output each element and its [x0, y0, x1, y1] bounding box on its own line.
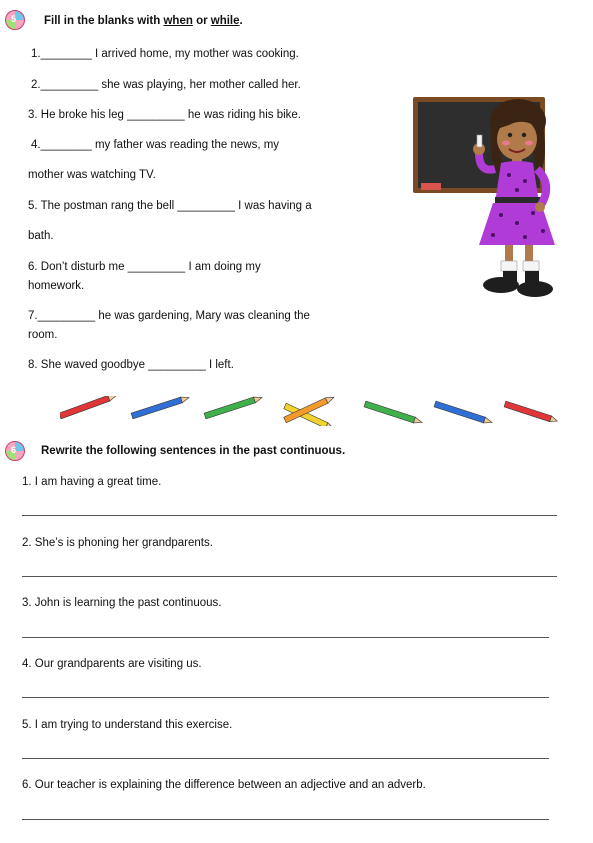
blank: _________ — [40, 79, 99, 91]
title-or: or — [192, 15, 211, 27]
item-text: my father was reading the news, my — [91, 139, 280, 151]
item-4 — [31, 139, 279, 151]
item-text-pre: 8. She waved goodbye — [28, 359, 149, 371]
item-6 — [28, 261, 261, 273]
title-prefix: Fill in the blanks with — [44, 15, 164, 27]
item-text: she was playing, her mother called her. — [98, 79, 301, 91]
blank: _________ — [148, 359, 206, 371]
answer-line-1[interactable] — [22, 515, 557, 516]
item-text: I was having a — [234, 200, 312, 212]
item-4-continued: mother was watching TV. — [28, 169, 156, 181]
item-text-pre: 6. Don’t disturb me — [28, 261, 128, 273]
blank: ________ — [40, 139, 92, 151]
item-number: 2. — [31, 79, 41, 91]
question-6: 6. Our teacher is explaining the difference between an adjective and an adverb. — [22, 779, 426, 791]
item-text: I left. — [205, 359, 234, 371]
question-3: 3. John is learning the past continuous. — [22, 597, 222, 609]
section-5-title — [44, 15, 243, 27]
item-2 — [31, 79, 301, 91]
item-5-continued: bath. — [28, 230, 54, 242]
question-4: 4. Our grandparents are visiting us. — [22, 658, 202, 670]
section-6-title: Rewrite the following sentences in the past continuous. — [41, 445, 346, 457]
answer-line-4[interactable] — [22, 697, 549, 698]
item-text: he was gardening, Mary was cleaning the — [95, 310, 310, 322]
item-text: I arrived home, my mother was cooking. — [91, 48, 299, 60]
question-2: 2. She’s is phoning her grandparents. — [22, 537, 213, 549]
question-5: 5. I am trying to understand this exercise. — [22, 719, 233, 731]
item-6-continued: homework. — [28, 280, 85, 292]
item-text-pre: 5. The postman rang the bell — [28, 200, 178, 212]
item-number: 4. — [31, 139, 41, 151]
item-number: 7. — [28, 310, 38, 322]
blank: _________ — [177, 200, 235, 212]
blank: _________ — [37, 310, 96, 322]
blank: ________ — [40, 48, 92, 60]
question-1: 1. I am having a great time. — [22, 476, 162, 488]
word-when: when — [163, 15, 193, 27]
blank: _________ — [127, 261, 186, 273]
item-5 — [28, 200, 312, 212]
item-number: 1. — [31, 48, 41, 60]
answer-line-2[interactable] — [22, 576, 557, 577]
answer-line-6[interactable] — [22, 819, 549, 820]
section-5-number: 5 — [11, 14, 17, 24]
item-text: he was riding his bike. — [184, 109, 301, 121]
blank: _________ — [127, 109, 185, 121]
word-while: while — [210, 15, 240, 27]
item-8 — [28, 359, 234, 371]
teacher-at-chalkboard-clipart — [413, 95, 573, 310]
answer-line-5[interactable] — [22, 758, 549, 759]
item-1 — [31, 48, 299, 60]
title-period: . — [239, 15, 243, 27]
item-7-continued: room. — [28, 329, 58, 341]
item-3 — [28, 109, 301, 121]
answer-line-3[interactable] — [22, 637, 549, 638]
item-text-pre: 3. He broke his leg — [28, 109, 128, 121]
colored-pencils-divider — [60, 396, 560, 426]
item-7 — [28, 310, 310, 322]
section-6-number: 6 — [11, 445, 17, 455]
item-text: I am doing my — [185, 261, 261, 273]
